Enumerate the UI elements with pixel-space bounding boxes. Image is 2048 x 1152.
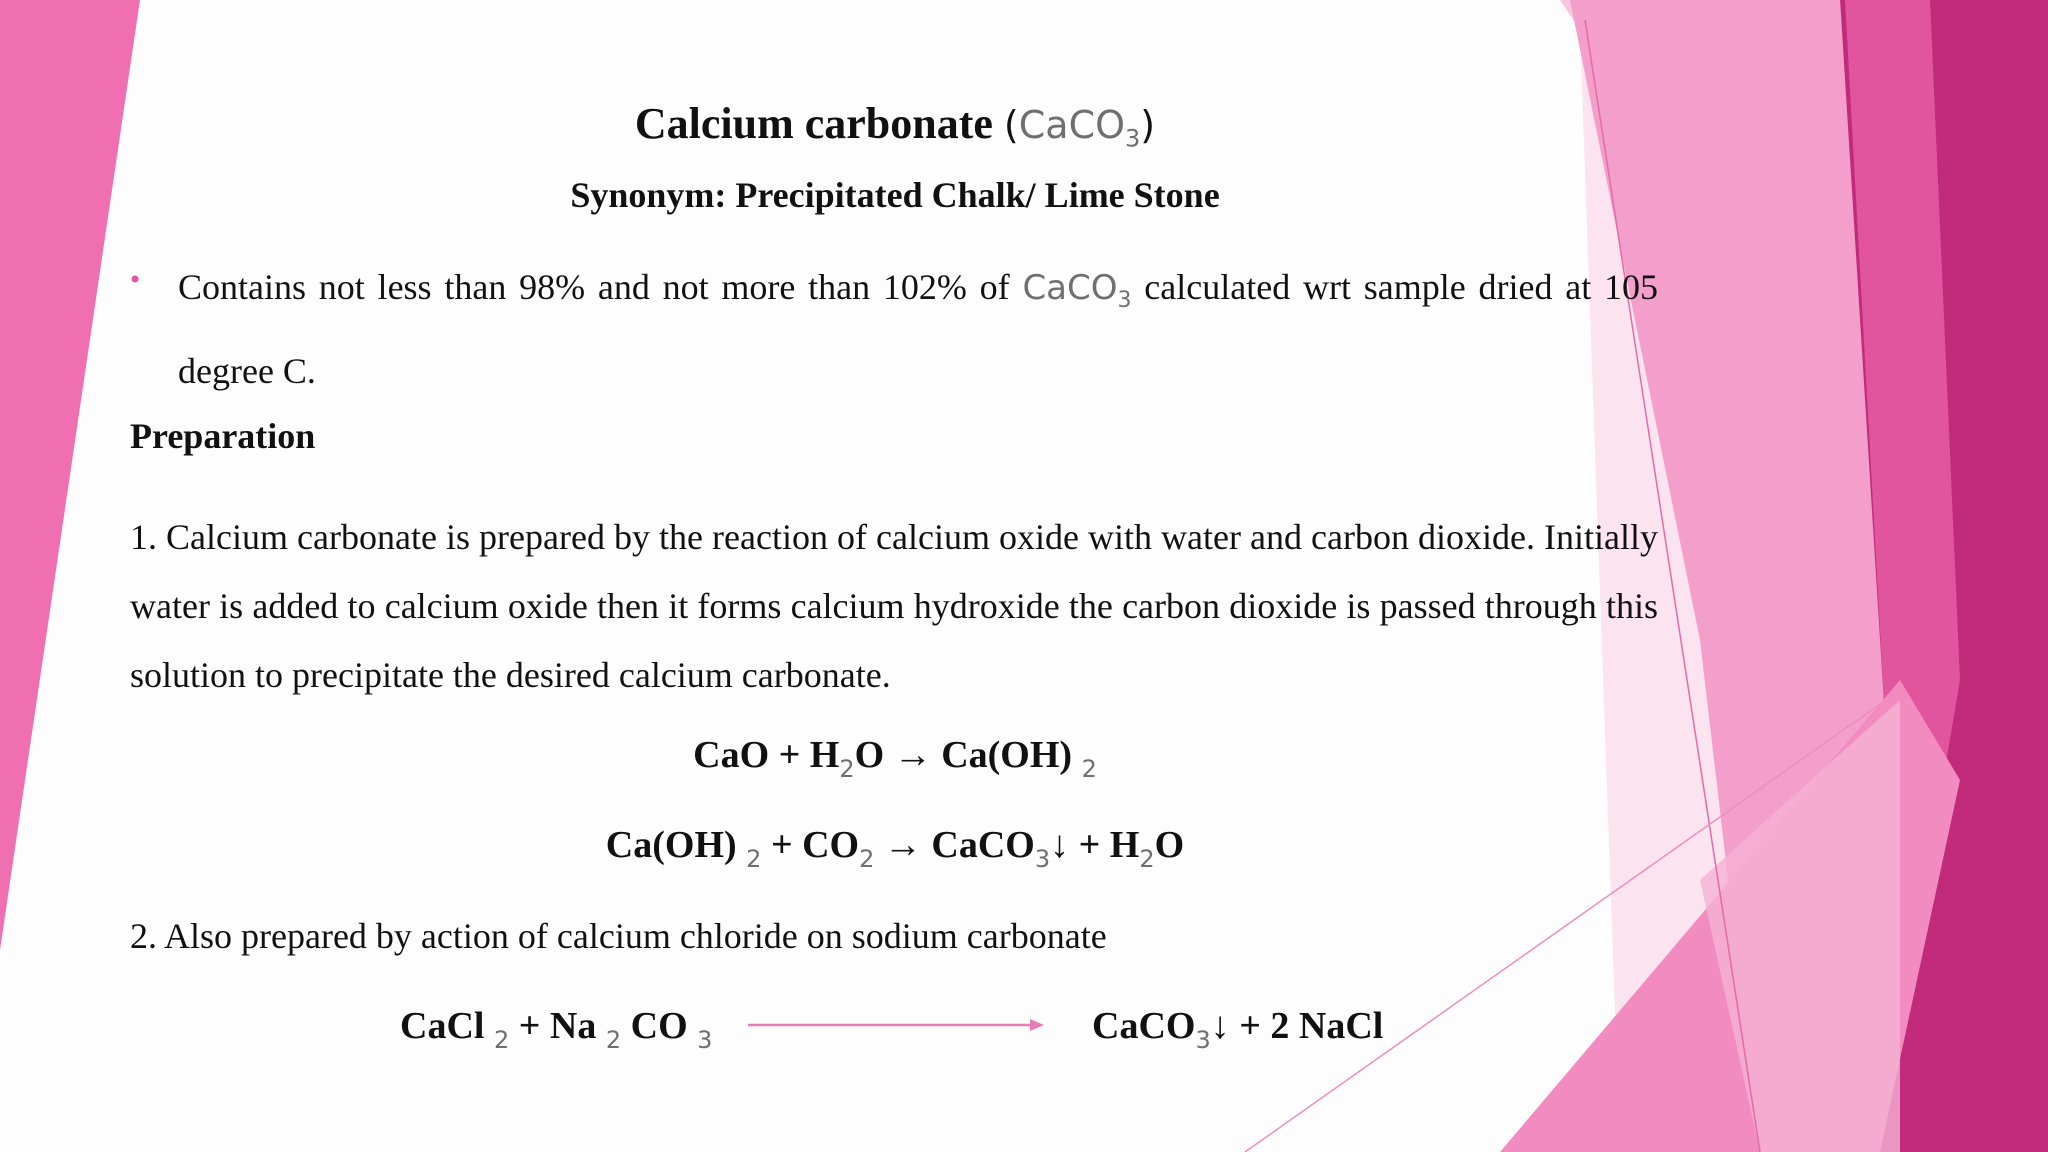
eq1-part1: CaO + H xyxy=(693,734,840,776)
bullet-text-after: calculated wrt sample dried at 105 degree C. xyxy=(178,267,1658,391)
rx3-right-part1: CaCO xyxy=(1092,1005,1196,1047)
rx3-left-sub3: 3 xyxy=(697,1026,713,1054)
rx3-left-sub1: 2 xyxy=(493,1026,510,1054)
rx3-right-sub1: 3 xyxy=(1195,1026,1211,1054)
title-formula-sub: 3 xyxy=(1125,124,1141,153)
rx3-left-sub2: 2 xyxy=(605,1026,622,1054)
step1-paragraph: 1. Calcium carbonate is prepared by the reaction of calcium oxide with water and carbon dioxide. Initially water is added to calcium oxide then it forms calcium hydroxide the carbon dioxide is passed through this solution to precipitate the desired calcium carbonate. xyxy=(130,517,1658,695)
bullet-text-before: Contains not less than 98% and not more than 102% of xyxy=(178,267,1023,307)
eq1-part2: O → Ca(OH) xyxy=(854,734,1082,776)
bullet-text xyxy=(178,252,1658,406)
eq1-sub2: 2 xyxy=(1081,755,1097,783)
rx3-left-part3: CO xyxy=(621,1005,698,1047)
rx3-left-part2: + Na xyxy=(509,1005,606,1047)
title-paren-open: ( xyxy=(1003,103,1019,147)
reaction3-products xyxy=(1092,1004,1383,1054)
eq2-part2: + CO xyxy=(761,824,860,866)
bullet-formula xyxy=(1022,268,1132,313)
eq2-sub1: 2 xyxy=(746,845,762,873)
eq1-sub1: 2 xyxy=(839,755,855,783)
rx3-right-part2: ↓ + 2 NaCl xyxy=(1210,1005,1384,1047)
eq2-part5: O xyxy=(1154,824,1185,866)
eq2-part1: Ca(OH) xyxy=(605,824,747,866)
eq2-part4: ↓ + H xyxy=(1050,824,1140,866)
bullet-formula-base: CaCO xyxy=(1022,268,1118,308)
step2-text: 2. Also prepared by action of calcium chloride on sodium carbonate xyxy=(130,916,1107,956)
bullet-formula-sub: 3 xyxy=(1117,287,1132,313)
eq2-sub2: 2 xyxy=(859,845,875,873)
reaction3-reactants xyxy=(400,1004,712,1054)
eq2-part3: → CaCO xyxy=(874,824,1035,866)
equation-1 xyxy=(0,733,1790,783)
slide-title xyxy=(0,98,1790,153)
reaction-arrow-icon xyxy=(746,1015,1046,1035)
bullet-marker: • xyxy=(128,266,143,294)
title-formula-base: CaCO xyxy=(1018,103,1126,147)
title-paren-close: ) xyxy=(1140,103,1156,147)
eq2-sub3: 3 xyxy=(1034,845,1051,873)
rx3-left-part1: CaCl xyxy=(400,1005,494,1047)
eq2-sub4: 2 xyxy=(1139,845,1155,873)
title-text: Calcium carbonate xyxy=(634,99,1004,148)
preparation-heading: Preparation xyxy=(130,416,316,456)
equation-2 xyxy=(0,823,1790,873)
subtitle: Synonym: Precipitated Chalk/ Lime Stone xyxy=(570,175,1220,215)
title-formula xyxy=(1018,103,1141,153)
